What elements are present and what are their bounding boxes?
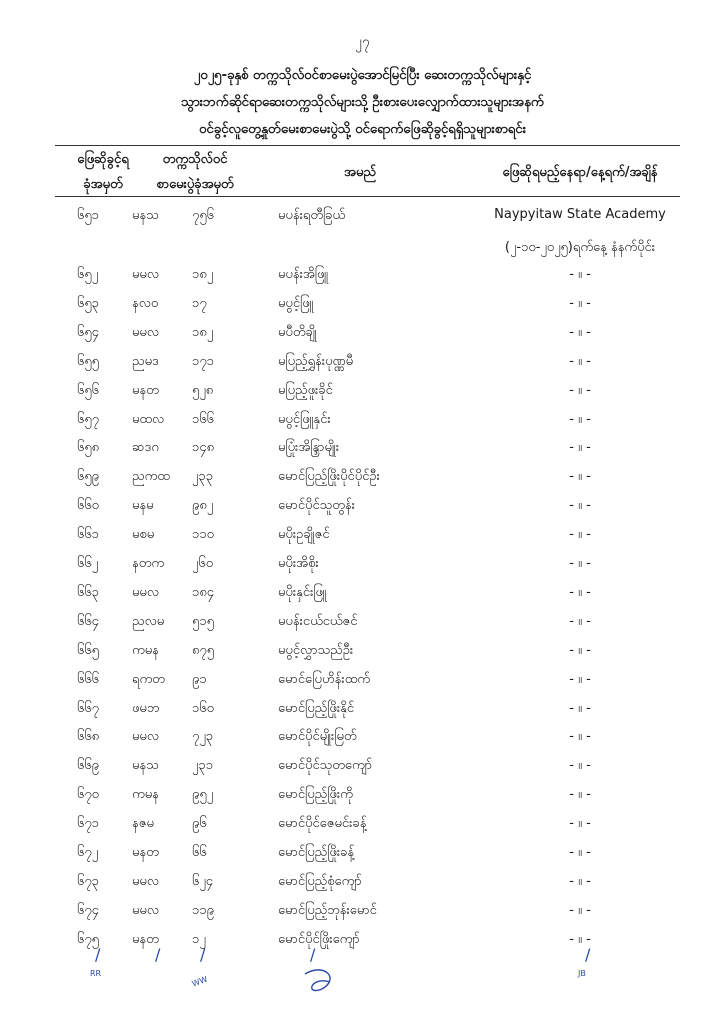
venue-cell: - ။ - — [569, 729, 591, 745]
township-code: နလ၀ — [132, 295, 159, 311]
table-row — [0, 873, 725, 897]
township-code: မနမ — [132, 498, 154, 514]
candidate-name: မပိုးနှင်းဖြူ — [278, 584, 327, 600]
row-number: ၆၆၂ — [77, 556, 99, 571]
table-row — [0, 584, 725, 608]
row-number: ၆၆၆ — [77, 671, 99, 687]
exam-roll-number: ၂၆၀ — [192, 556, 214, 571]
candidate-name: မပန်းရတီခြယ် — [278, 208, 346, 223]
table-row — [0, 671, 725, 695]
row-number: ၆၅၈ — [77, 440, 100, 456]
exam-roll-number: ၉၆ — [192, 816, 207, 832]
township-code: နဇမ — [132, 816, 154, 832]
table-row — [0, 295, 725, 319]
candidate-name: မပွင့်ဖြူနှင်း — [278, 411, 331, 427]
table-row — [0, 642, 725, 666]
signature-area — [0, 934, 725, 1024]
venue-cell: - ။ - — [569, 267, 591, 282]
venue-date-time: (၂-၁၀-၂၀၂၅)ရက်နေ့ နံနက်ပိုင်း — [504, 240, 656, 255]
township-code: မမလ — [132, 873, 160, 889]
row-number: ၆၆၅ — [77, 642, 99, 658]
signature-mark-1: / — [95, 945, 101, 964]
township-code: မနတ — [132, 931, 159, 947]
exam-roll-number: ၆၆ — [192, 845, 207, 860]
row-number: ၆၇၅ — [77, 931, 99, 947]
exam-roll-number: ၆၂၄ — [192, 873, 214, 889]
table-row — [0, 613, 725, 637]
candidate-name: မောင်ပြည့်စုံကျော် — [278, 873, 362, 889]
row-number: ၆၅၂ — [77, 267, 99, 282]
signature-mark-4: / — [310, 945, 316, 964]
header-place: ဖြေဆိုရမည့်နေရာ/နေ့ရက်/အချိန် — [502, 165, 658, 180]
candidate-name: မပွင့်ဖြူ — [278, 295, 314, 311]
township-code: ကမန — [132, 642, 159, 658]
candidate-name: မောင်ပြည့်ဘုန်းမောင် — [278, 902, 377, 918]
row-number: ၆၅၁ — [77, 208, 99, 223]
venue-cell: - ။ - — [569, 613, 591, 629]
candidate-name: မောင်ပြည့်ဖြိုးကို — [278, 787, 353, 803]
exam-roll-number: ၅၁၅ — [192, 613, 214, 629]
venue-cell: - ။ - — [569, 324, 591, 340]
header-roll — [140, 151, 250, 195]
exam-roll-number: ၁၈၂ — [192, 324, 214, 340]
table-row — [0, 844, 725, 868]
township-code: မနတ — [132, 845, 159, 860]
table-row — [0, 353, 725, 377]
candidate-name: မောင်ပြေဟိန်းထက် — [278, 671, 370, 687]
table-row — [0, 757, 725, 781]
initials-2: WW — [190, 974, 209, 989]
table-row — [0, 497, 725, 521]
row-number: ၆၇၃ — [77, 873, 99, 889]
exam-roll-number: ၁၁၀ — [192, 527, 214, 543]
venue-cell: - ။ - — [569, 527, 591, 543]
candidate-name: မောင်ပြည့်ဖြိုးနိုင် — [278, 700, 355, 716]
candidate-name: မောင်ပိုင်သူတွန်း — [278, 498, 355, 514]
township-code: မနသ — [132, 208, 159, 223]
candidate-name: မပန်းအိဖြူ — [278, 267, 329, 282]
candidate-name: မောင်ပိုင်သုတကျော် — [278, 758, 373, 774]
table-row — [0, 526, 725, 550]
venue-cell: - ။ - — [569, 845, 591, 860]
row-number: ၆၇၀ — [77, 787, 99, 803]
row-number: ၆၅၃ — [77, 295, 99, 311]
header-roll-line1: တက္ကသိုလ်ဝင် — [162, 152, 228, 167]
exam-roll-number: ၂၃၁ — [192, 758, 214, 774]
exam-roll-number: ၁၆၀ — [192, 700, 214, 716]
row-number: ၆၇၁ — [77, 816, 99, 832]
township-code: မမလ — [132, 902, 160, 918]
header-no — [58, 151, 148, 195]
venue-cell: - ။ - — [569, 873, 591, 889]
candidate-name: မပိုးဥချိုဇင် — [278, 527, 330, 543]
header-name: အမည် — [344, 165, 376, 180]
candidate-name: မပိုးအိစိုး — [278, 556, 319, 571]
exam-roll-number: ၁၄၈ — [192, 440, 215, 456]
table-row — [0, 411, 725, 435]
exam-roll-number: ၉၅၂ — [192, 787, 214, 803]
exam-roll-number: ၇၂၃ — [192, 729, 214, 745]
township-code: မမလ — [132, 729, 160, 745]
venue-cell: - ။ - — [569, 556, 591, 571]
table-row — [0, 700, 725, 724]
township-code: ကမန — [132, 787, 159, 803]
row-number: ၆၅၅ — [77, 353, 99, 369]
township-code: ဖမဘ — [132, 700, 160, 716]
exam-roll-number: ၁၈၂ — [192, 267, 214, 282]
table-row — [0, 728, 725, 752]
township-code: မမလ — [132, 267, 160, 282]
venue-cell: - ။ - — [569, 816, 591, 832]
township-code: နတက — [132, 556, 165, 571]
signature-mark-5: / — [585, 945, 591, 964]
header-top-rule — [55, 145, 680, 146]
exam-roll-number: ၁၇ — [192, 295, 207, 311]
signature-mark-3: / — [200, 945, 206, 964]
row-number: ၆၆၇ — [77, 700, 99, 716]
row-number: ၆၆၃ — [77, 584, 99, 600]
row-number: ၆၅၇ — [77, 411, 99, 427]
row-number: ၆၅၆ — [77, 382, 99, 398]
township-code: မနသ — [132, 758, 159, 774]
venue-cell: - ။ - — [569, 411, 591, 427]
initials-3: JB — [578, 969, 586, 978]
exam-roll-number: ၁၆၆ — [192, 411, 214, 427]
candidate-name: မောင်ပိုင်ဖြိုးကျော် — [278, 931, 360, 947]
venue-cell: - ။ - — [569, 787, 591, 803]
candidate-name: မောင်ပိုင်ဇေမင်းခန့် — [278, 816, 367, 832]
exam-roll-number: ၉၁ — [192, 671, 207, 687]
table-row — [0, 902, 725, 926]
candidate-name: မောင်ပြည့်ဖြိုးခန့် — [278, 845, 355, 860]
title-line-3: ဝင်ခွင့်လူတွေ့နှုတ်မေးစာမေးပွဲသို့ ဝင်ရောက်ဖြေဆိုခွင့်ရရှိသူများစာရင်း — [199, 121, 526, 137]
exam-roll-number: ၁၁၉ — [192, 902, 214, 918]
venue-cell: - ။ - — [569, 931, 591, 947]
township-code: ညလမ — [132, 613, 165, 629]
row-number: ၆၆၁ — [77, 527, 99, 543]
title-line-2: သွားဘက်ဆိုင်ရာဆေးတက္ကသိုလ်များသို့ ဦးစားပေးလျှောက်ထားသူများအနက် — [181, 94, 544, 110]
table-row — [0, 786, 725, 810]
township-code: ဆဒဂ — [132, 440, 159, 456]
row-number: ၆၅၉ — [77, 469, 99, 485]
table-row — [0, 468, 725, 492]
venue-cell: - ။ - — [569, 382, 591, 398]
header-no-line2: ခုံအမှတ် — [83, 177, 123, 192]
township-code: ရကတ — [132, 671, 165, 687]
township-code: မမလ — [132, 584, 160, 600]
table-row — [0, 207, 725, 231]
table-row — [0, 555, 725, 579]
initials-1: RR — [90, 969, 102, 978]
township-code: မထလ — [132, 411, 165, 427]
row-number: ၆၆၉ — [77, 758, 99, 774]
header-no-line1: ဖြေဆိုခွင့်ရ — [77, 152, 129, 167]
venue-cell: - ။ - — [569, 758, 591, 774]
row-number: ၆၇၄ — [77, 902, 99, 918]
candidate-name: မောင်ပြည့်ဖြိုးပိုင်ပိုင်ဦး — [278, 469, 380, 485]
signature-mark-2: / — [155, 945, 161, 964]
exam-roll-number: ၇၅၆ — [192, 208, 214, 223]
venue-cell: - ။ - — [569, 295, 591, 311]
venue-cell: - ။ - — [569, 902, 591, 918]
exam-roll-number: ၁၂ — [192, 931, 206, 947]
township-code: မစမ — [132, 527, 155, 543]
row-number: ၆၆၄ — [77, 613, 99, 629]
candidate-name: မပီတိချို — [278, 324, 317, 340]
candidate-name: မပြည့်ဖူးခိုင် — [278, 382, 333, 398]
venue-cell: - ။ - — [569, 440, 591, 456]
title-line-1: ၂၀၂၅-ခုနှစ် တက္ကသိုလ်ဝင်စာမေးပွဲအောင်မြင်ပြီး ဆေးတက္ကသိုလ်များနှင့် — [193, 67, 532, 83]
row-number: ၆၅၄ — [77, 324, 99, 340]
candidate-name: မပွင့်လွှာသည်ဦး — [278, 642, 354, 658]
candidate-name: မောင်ပိုင်မျိုးမြတ် — [278, 729, 357, 745]
exam-roll-number: ၁၈၄ — [192, 584, 215, 600]
township-code: ညမဒ — [132, 353, 159, 369]
exam-roll-number: ၈၇၅ — [192, 642, 215, 658]
header-bottom-rule — [55, 196, 680, 197]
venue-cell: - ။ - — [569, 498, 591, 514]
candidate-name: မပြည့်ရွှန်းပုဏ္ဏမီ — [278, 353, 354, 369]
signature-squiggle — [305, 970, 330, 991]
venue-cell: - ။ - — [569, 642, 591, 658]
header-roll-line2: စာမေးပွဲခုံအမှတ် — [156, 177, 234, 192]
table-row — [0, 266, 725, 290]
venue-cell: - ။ - — [569, 700, 591, 716]
exam-roll-number: ၉၈၂ — [192, 498, 214, 514]
page-number: ၂၇ — [355, 34, 370, 50]
row-number: ၆၆၀ — [77, 498, 99, 514]
township-code: မနတ — [132, 382, 159, 398]
table-row — [0, 439, 725, 463]
table-row — [0, 324, 725, 348]
row-number: ၆၇၂ — [77, 845, 99, 860]
candidate-name: မပန်းငယ်ငယ်ဇင် — [278, 613, 358, 629]
township-code: မမလ — [132, 324, 160, 340]
exam-roll-number: ၂၃၃ — [192, 469, 214, 485]
exam-roll-number: ၅၂၈ — [192, 382, 214, 398]
venue-cell: - ။ - — [569, 584, 591, 600]
row-number: ၆၆၈ — [77, 729, 100, 745]
township-code: ညကထ — [132, 469, 170, 485]
table-row — [0, 815, 725, 839]
venue-cell: Naypyitaw State Academy — [494, 207, 666, 222]
candidate-name: မပြုံးအိန္ဒြာမျိုး — [278, 440, 340, 456]
venue-cell: - ။ - — [569, 469, 591, 485]
venue-cell: - ။ - — [569, 353, 591, 369]
table-row — [0, 382, 725, 406]
exam-roll-number: ၁၇၁ — [192, 353, 214, 369]
venue-cell: - ။ - — [569, 671, 591, 687]
